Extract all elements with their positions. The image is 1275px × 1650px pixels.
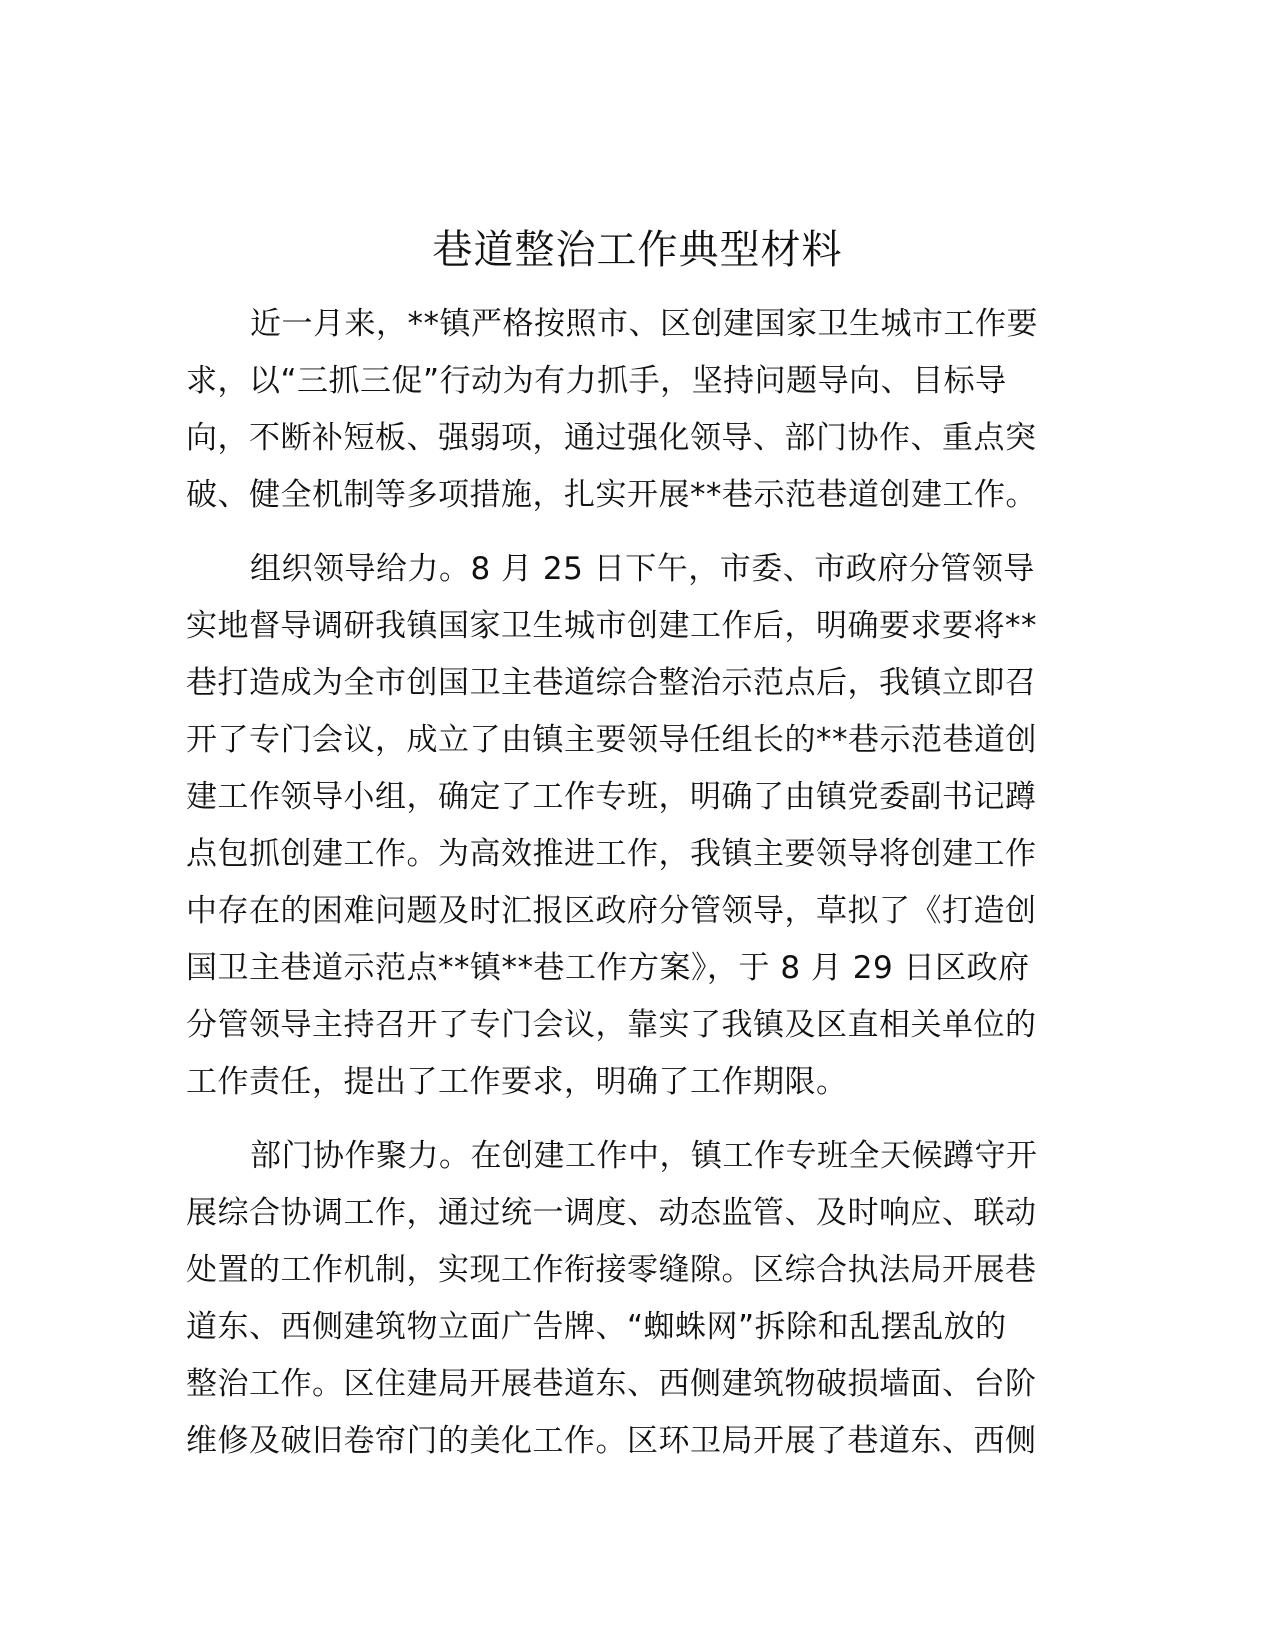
text-line: 破、健全机制等多项措施，扎实开展**巷示范巷道创建工作。 [186, 477, 1037, 513]
text-line: 建工作领导小组，确定了工作专班，明确了由镇党委副书记蹲 [186, 779, 1037, 815]
document-title: 巷道整治工作典型材料 [432, 227, 843, 273]
text-line: 求，以“三抓三促”行动为有力抓手，坚持问题导向、目标导 [186, 363, 1007, 399]
text-line: 工作责任，提出了工作要求，明确了工作期限。 [186, 1064, 848, 1100]
text-line: 中存在的困难问题及时汇报区政府分管领导，草拟了《打造创 [186, 893, 1037, 929]
text-line: 点包抓创建工作。为高效推进工作，我镇主要领导将创建工作 [186, 836, 1037, 872]
text-line: 部门协作聚力。在创建工作中，镇工作专班全天候蹲守开 [250, 1138, 1038, 1174]
text-line: 组织领导给力。8 月 25 日下午，市委、市政府分管领导 [250, 551, 1035, 587]
text-line: 向，不断补短板、强弱项，通过强化领导、部门协作、重点突 [186, 420, 1037, 456]
text-line: 维修及破旧卷帘门的美化工作。区环卫局开展了巷道东、西侧 [186, 1423, 1037, 1459]
text-line: 展综合协调工作，通过统一调度、动态监管、及时响应、联动 [186, 1195, 1037, 1231]
paragraph-cooperation [186, 1128, 1086, 1470]
text-line: 开了专门会议，成立了由镇主要领导任组长的**巷示范巷道创 [186, 722, 1037, 758]
text-line: 道东、西侧建筑物立面广告牌、“蜘蛛网”拆除和乱摆乱放的 [186, 1309, 1007, 1345]
text-line: 国卫主巷道示范点**镇**巷工作方案》，于 8 月 29 日区政府 [186, 950, 1030, 986]
text-line: 巷打造成为全市创国卫主巷道综合整治示范点后，我镇立即召 [186, 665, 1037, 701]
text-line: 处置的工作机制，实现工作衔接零缝隙。区综合执法局开展巷 [186, 1252, 1037, 1288]
text-line: 实地督导调研我镇国家卫生城市创建工作后，明确要求要将** [186, 608, 1037, 644]
document-body [186, 296, 1086, 1487]
paragraph-intro [186, 296, 1086, 524]
text-line: 整治工作。区住建局开展巷道东、西侧建筑物破损墙面、台阶 [186, 1366, 1037, 1402]
text-line: 近一月来，**镇严格按照市、区创建国家卫生城市工作要 [250, 306, 1038, 342]
text-line: 分管领导主持召开了专门会议，靠实了我镇及区直相关单位的 [186, 1007, 1037, 1043]
paragraph-organization [186, 541, 1086, 1111]
